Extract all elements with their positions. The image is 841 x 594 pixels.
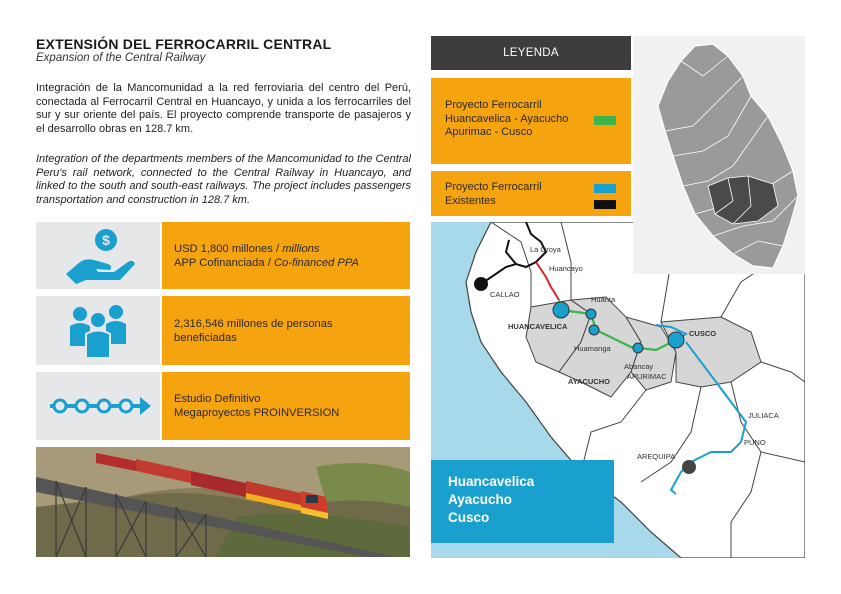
people-icon-panel	[36, 296, 160, 365]
legend-existing-line-2: Existentes	[445, 194, 496, 207]
city-huancayo: Huancayo	[549, 264, 583, 273]
city-ayacucho: AYACUCHO	[568, 377, 610, 386]
city-arequipa: AREQUIPA	[637, 452, 676, 461]
region-cusco: Cusco	[448, 510, 490, 525]
process-arrow-icon	[36, 372, 160, 440]
region-ayacucho: Ayacucho	[448, 492, 513, 507]
legend-existing-line-1: Proyecto Ferrocarril	[445, 181, 542, 193]
city-la-oroya: La Oroya	[530, 245, 561, 254]
city-huancavelica: HUANCAVELICA	[508, 322, 568, 331]
beneficiaries-line-2: beneficiadas	[174, 331, 237, 344]
funding-line-1: USD 1,800 millones / millions	[174, 242, 320, 255]
page-subtitle: Expansion of the Central Railway	[36, 52, 206, 64]
beneficiaries-info	[162, 296, 410, 365]
city-huamanga: Huamanga	[574, 344, 611, 353]
city-apurimac: APURIMAC	[627, 372, 667, 381]
peru-overview-map	[633, 36, 805, 274]
money-hand-icon	[36, 222, 160, 289]
legend-item-project	[431, 78, 631, 164]
city-puno: PUNO	[744, 438, 766, 447]
train-bridge-photo	[36, 447, 410, 557]
page-title: EXTENSIÓN DEL FERROCARRIL CENTRAL	[36, 36, 332, 52]
legend-project-line-2: Huancavelica - Ayacucho	[445, 112, 569, 125]
legend-header: LEYENDA	[431, 36, 631, 70]
process-icon-panel	[36, 372, 160, 440]
legend-item-existing	[431, 171, 631, 216]
city-huanta: Huanta	[591, 295, 616, 304]
study-line-2: Megaproyectos PROINVERSION	[174, 407, 340, 419]
description-english: Integration of the departments members of the Mancomunidad to the Central Peru's rail network, connected to the Central Railway in Huancayo, and linked to the south and south-east railways. The project includes passengers transportation and construction in 128.7 km.	[36, 153, 411, 206]
funding-line-2: APP Cofinanciada / Co-financed PPA	[174, 256, 359, 269]
region-names-box	[431, 460, 614, 543]
legend-project-line-1: Proyecto Ferrocarril	[445, 99, 542, 111]
legend-blue-swatch	[594, 184, 616, 193]
people-icon	[36, 296, 160, 365]
legend-black-swatch	[594, 200, 616, 209]
legend-project-line-3: Apurimac - Cusco	[445, 126, 533, 138]
study-line-1: Estudio Definitivo	[174, 393, 261, 405]
city-callao: CALLAO	[490, 290, 520, 299]
svg-text:$: $	[102, 232, 110, 248]
city-abancay: Abancay	[624, 362, 654, 371]
city-cusco: CUSCO	[689, 329, 717, 338]
legend-green-swatch	[594, 116, 616, 125]
study-info	[162, 372, 410, 440]
beneficiaries-line-1: 2,316,546 millones de personas	[174, 317, 333, 330]
city-juliaca: JULIACA	[748, 411, 779, 420]
funding-info	[162, 222, 410, 289]
region-huancavelica: Huancavelica	[448, 474, 535, 489]
money-icon-panel	[36, 222, 160, 289]
description-spanish: Integración de la Mancomunidad a la red ferroviaria del centro del Perú, conectada al Ferrocarril Central en Huancayo, y unida a los ferrocarriles del sur y sur oriente del país. El proyecto comprende transporte de pasajeros y el desarrollo obras en 128.7 km.	[36, 82, 411, 135]
